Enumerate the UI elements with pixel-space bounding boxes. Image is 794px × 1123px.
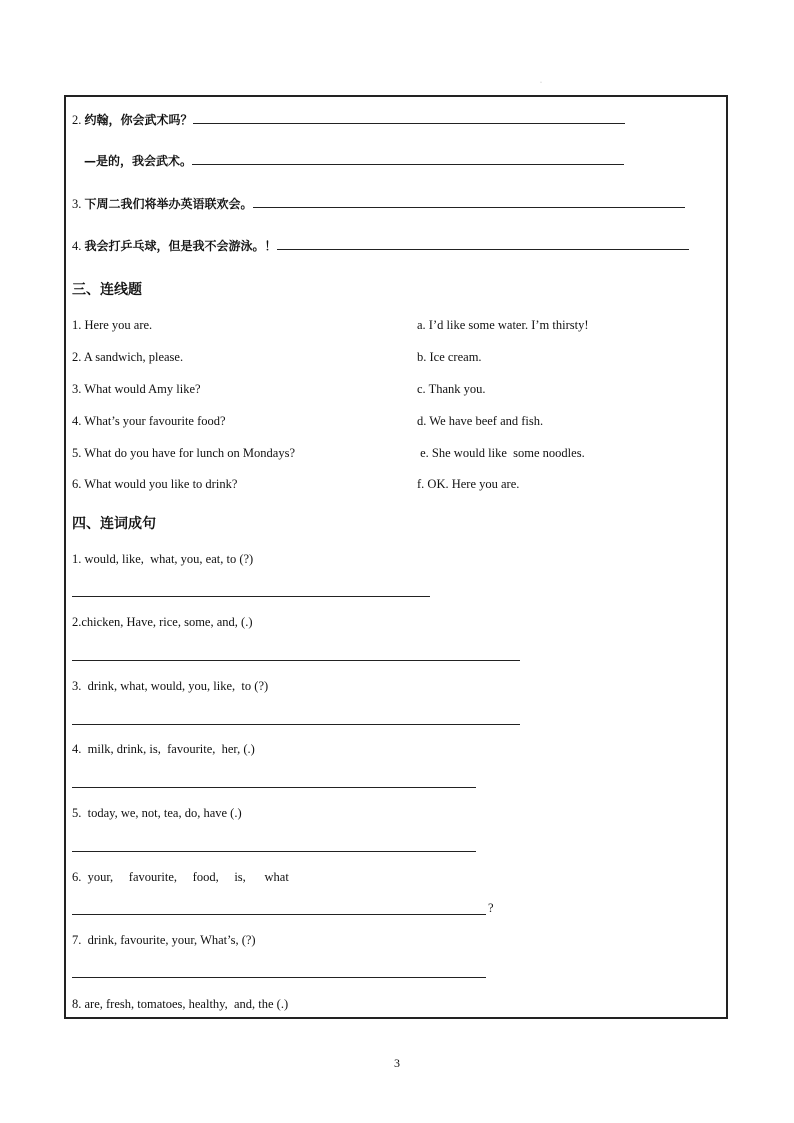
- answer-line[interactable]: [72, 660, 520, 661]
- reorder-item-2: 2.chicken, Have, rice, some, and, (.): [72, 615, 253, 629]
- answer-blank[interactable]: [253, 195, 685, 208]
- reorder-item-8: 8. are, fresh, tomatoes, healthy, and, the (.): [72, 997, 289, 1011]
- matching-right-item: b. Ice cream.: [417, 350, 482, 364]
- reorder-item-7: 7. drink, favourite, your, What’s, (?): [72, 933, 256, 947]
- reorder-item-3: 3. drink, what, would, you, like, to (?): [72, 679, 269, 693]
- reorder-item-5: 5. today, we, not, tea, do, have (.): [72, 806, 242, 820]
- item-text: —是的，我会武术。: [84, 154, 193, 168]
- reorder-item-6: 6. your, favourite, food, is, what: [72, 870, 289, 884]
- page-number: 3: [394, 1056, 400, 1070]
- section-title-matching: 三、连线题: [72, 282, 142, 298]
- header-mark: ·: [540, 80, 542, 86]
- matching-right-item: f. OK. Here you are.: [417, 477, 520, 491]
- matching-right-item: d. We have beef and fish.: [417, 414, 544, 428]
- matching-right-item: a. I’d like some water. I’m thirsty!: [417, 318, 589, 332]
- answer-blank[interactable]: [193, 111, 625, 124]
- answer-line[interactable]: [72, 724, 520, 725]
- matching-left-item: 4. What’s your favourite food?: [72, 414, 226, 428]
- translation-item-2: [72, 111, 625, 128]
- matching-left-item: 3. What would Amy like?: [72, 382, 201, 396]
- matching-right-item: c. Thank you.: [417, 382, 486, 396]
- item-text: 约翰，你会武术吗？: [84, 113, 193, 127]
- question-mark-end: ?: [488, 901, 494, 915]
- item-number: 2.: [72, 113, 85, 127]
- item-text: 我会打乒乓球，但是我不会游泳。！: [84, 239, 277, 253]
- matching-right-item: e. She would like some noodles.: [417, 446, 585, 460]
- translation-item-2-answer: [84, 152, 624, 169]
- matching-left-item: 1. Here you are.: [72, 318, 153, 332]
- answer-line[interactable]: [72, 596, 430, 597]
- matching-left-item: 5. What do you have for lunch on Mondays?: [72, 446, 295, 460]
- matching-left-item: 6. What would you like to drink?: [72, 477, 238, 491]
- answer-line[interactable]: [72, 914, 486, 915]
- answer-blank[interactable]: [192, 152, 624, 165]
- answer-line[interactable]: [72, 787, 476, 788]
- reorder-item-4: 4. milk, drink, is, favourite, her, (.): [72, 742, 255, 756]
- item-number: 4.: [72, 239, 85, 253]
- item-number: 3.: [72, 197, 85, 211]
- translation-item-4: [72, 237, 689, 254]
- item-text: 下周二我们将举办英语联欢会。: [84, 197, 253, 211]
- answer-blank[interactable]: [277, 237, 689, 250]
- translation-item-3: [72, 195, 685, 212]
- answer-line[interactable]: [72, 977, 486, 978]
- answer-line[interactable]: [72, 851, 476, 852]
- matching-left-item: 2. A sandwich, please.: [72, 350, 184, 364]
- reorder-item-1: 1. would, like, what, you, eat, to (?): [72, 552, 254, 566]
- section-title-reorder: 四、连词成句: [72, 516, 156, 532]
